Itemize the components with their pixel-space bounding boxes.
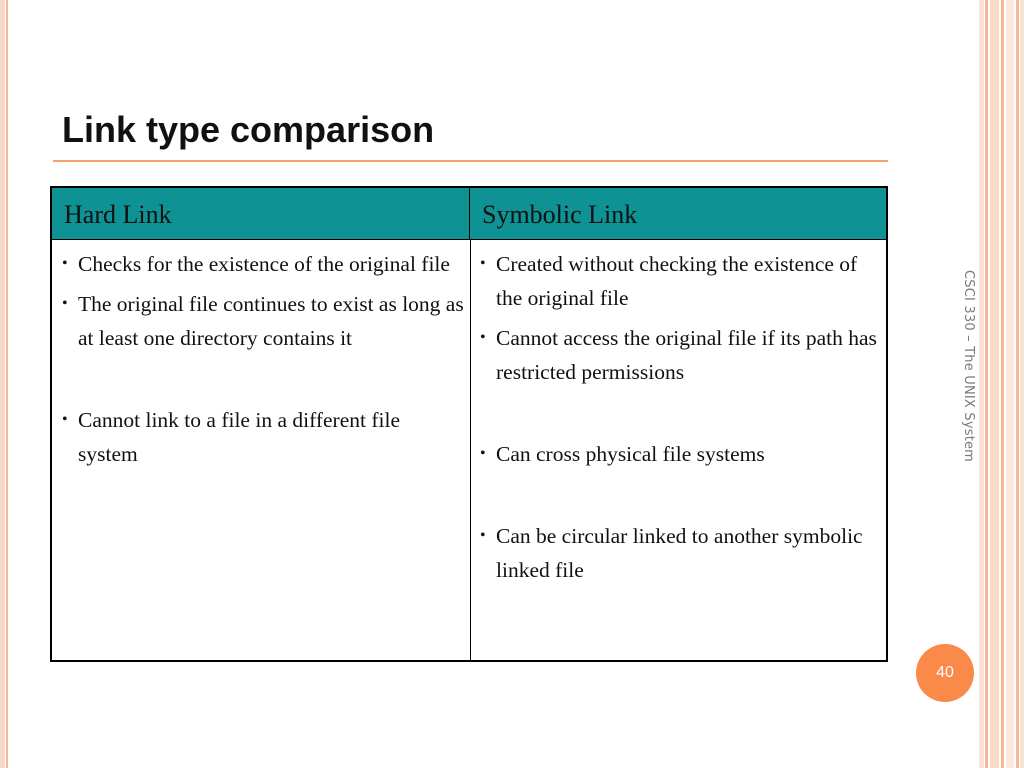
bullet-icon: • [480,445,486,462]
header-symbolic-link: Symbolic Link [482,200,638,229]
list-item [60,247,464,281]
bullet-text: Checks for the existence of the original file [78,252,450,276]
page-number-badge: 40 [916,644,974,702]
bullet-text: Can cross physical file systems [496,442,765,466]
left-border-decoration [0,0,10,768]
bullet-text: Can be circular linked to another symbolic linked file [496,524,863,582]
course-label: CSCI 330 – The UNIX System [961,270,976,463]
bullet-text: Cannot link to a file in a different file system [78,408,401,466]
list-item [60,403,464,471]
list-item [60,287,464,355]
page-title: Link type comparison [62,109,435,150]
bullet-icon: • [480,329,486,346]
list-item [478,321,882,389]
column-divider [470,240,471,660]
list-item [478,437,882,471]
table-header-row [52,188,886,240]
bullet-icon: • [480,527,486,544]
comparison-table [50,186,888,662]
hard-link-cell [60,247,464,471]
symbolic-link-cell [478,247,882,587]
bullet-icon: • [62,411,68,428]
bullet-icon: • [480,255,486,272]
list-item [478,519,882,587]
title-underline [53,160,888,162]
bullet-icon: • [62,255,68,272]
bullet-text: Cannot access the original file if its path has restricted permissions [496,326,877,384]
list-item [478,247,882,315]
bullet-icon: • [62,295,68,312]
header-hard-link: Hard Link [52,188,470,239]
bullet-text: The original file continues to exist as long as at least one directory contains it [78,292,464,350]
right-stripes-decoration [979,0,1024,768]
bullet-text: Created without checking the existence of the original file [496,252,858,310]
